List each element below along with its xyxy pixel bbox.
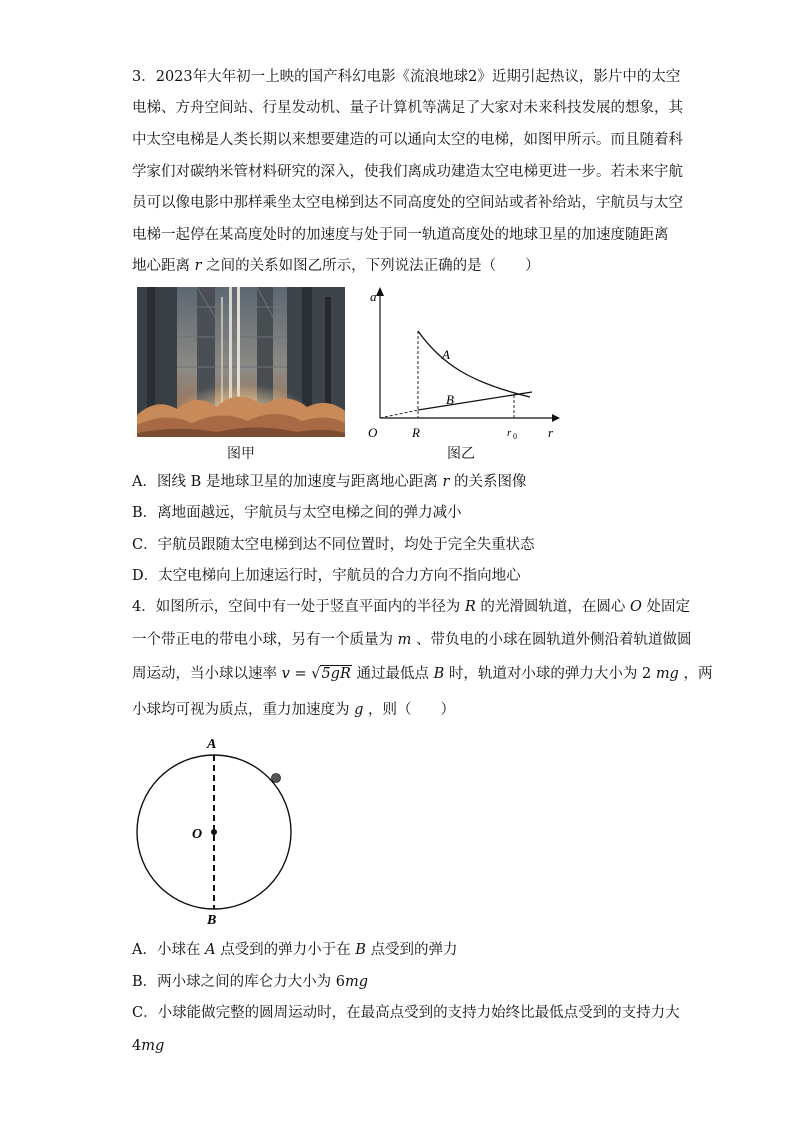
q4-option-a: A．小球在 A 点受到的弹力小于在 B 点受到的弹力 [132,942,458,958]
q3-option-a: A．图线 B 是地球卫星的加速度与距离地心距离 r 的关系图像 [132,474,527,490]
q4-option-c-continued: 4mg [132,1038,165,1054]
tick-R-label: R [412,425,420,440]
tick-r0-label: r [507,427,512,439]
point-B-label: B [207,913,217,926]
q4-line-3: 周运动，当小球以速率 v = √5gR 通过最低点 B 时，轨道对小球的弹力大小为 2 mg ，两 [132,666,713,682]
q4-line-4: 小球均可视为质点，重力加速度为 g ，则（ ） [132,702,456,718]
sqrt-expression: √5gR [311,666,351,682]
q3-line-5: 员可以像电影中那样乘坐太空电梯到达不同高度处的空间站或者补给站，宇航员与太空 [132,195,683,211]
y-axis-label: a [370,289,377,304]
q4-line-1: 4．如图所示，空间中有一处于竖直平面内的半径为 R 的光滑圆轨道，在圆心 O 处固定 [132,599,690,615]
fig-a-caption: 图甲 [227,446,255,462]
q3-option-c: C．宇航员跟随太空电梯到达不同位置时，均处于完全失重状态 [132,537,535,553]
origin-label: O [368,425,378,440]
q3-line-3: 中太空电梯是人类长期以来想要建造的可以通向太空的电梯，如图甲所示。而且随着科 [132,132,683,148]
q3-option-b: B．离地面越远，宇航员与太空电梯之间的弹力减小 [132,505,462,521]
q4-line-2: 一个带正电的带电小球，另有一个质量为 m 、带负电的小球在圆轨道外侧沿着轨道做圆 [132,632,692,648]
q3-option-d: D．太空电梯向上加速运行时，宇航员的合力方向不指向地心 [132,568,521,584]
space-elevator-photo [137,287,345,437]
q4-option-c: C．小球能做完整的圆周运动时，在最高点受到的支持力始终比最低点受到的支持力大 [132,1005,680,1021]
point-O-label: O [192,827,203,842]
tick-r0-subscript: 0 [513,432,517,441]
q3-line-1: 3．2023年大年初一上映的国产科幻电影《流浪地球2》近期引起热议，影片中的太空 [132,69,681,85]
acceleration-distance-graph [362,283,562,443]
q3-line-4: 学家们对碳纳米管材料研究的深入，使我们离成功建造太空电梯更进一步。若未来宇航 [132,164,683,180]
q3-line-6: 电梯一起停在某高度处时的加速度与处于同一轨道高度处的地球卫星的加速度随距离 [132,227,669,243]
circular-track-figure [126,730,306,926]
q4-option-b: B．两小球之间的库仑力大小为 6mg [132,974,369,990]
point-A-label: A [207,737,217,752]
fig-b-caption: 图乙 [447,446,475,462]
q3-line-2: 电梯、方舟空间站、行星发动机、量子计算机等满足了大家对未来科技发展的想象，其 [132,100,683,116]
q3-line-7: 地心距离 r 之间的关系如图乙所示，下列说法正确的是（ ） [132,258,540,274]
curve-B-label: B [446,392,454,407]
x-axis-label: r [548,425,554,440]
curve-A-label: A [442,347,450,362]
